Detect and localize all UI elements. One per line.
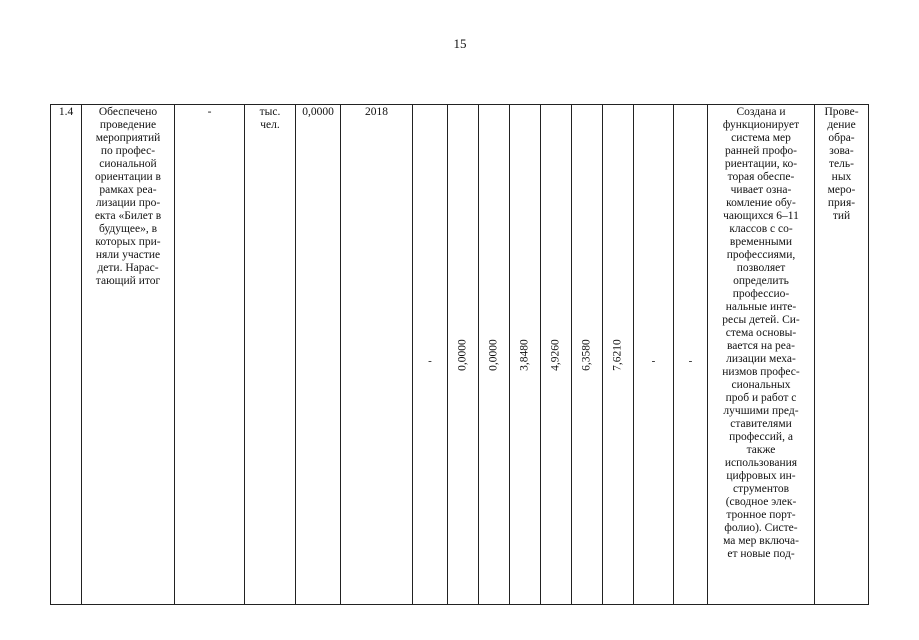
type-text xyxy=(815,105,868,224)
description-line: Создана и xyxy=(736,106,786,118)
year-value-2: 0,0000 xyxy=(456,338,469,371)
indicator-line: мероприятий xyxy=(95,132,161,144)
year-value-8: - xyxy=(651,355,656,367)
year-value-4: 3,8480 xyxy=(518,338,531,371)
description-line: фолио). Систе- xyxy=(724,522,798,534)
description-line: функционирует xyxy=(722,119,800,131)
cell-description xyxy=(708,105,815,605)
cell-year-8 xyxy=(634,105,674,605)
description-line: сиональных xyxy=(731,379,791,391)
description-line: цифровых ин- xyxy=(726,470,796,482)
row-number: 1.4 xyxy=(58,106,74,118)
indicator-text xyxy=(82,105,174,289)
unit-line: чел. xyxy=(260,119,280,131)
description-line: комление обу- xyxy=(726,197,796,209)
description-line: временными xyxy=(729,236,793,248)
indicator-line: будущее», в xyxy=(98,223,158,235)
year-value-3: 0,0000 xyxy=(487,338,500,371)
type-line: прия- xyxy=(827,197,856,209)
description-line: (сводное элек- xyxy=(725,496,797,508)
indicator-table xyxy=(50,104,869,605)
unit-line: тыс. xyxy=(259,106,281,118)
description-line: профессий, а xyxy=(729,431,793,443)
description-line: струментов xyxy=(732,483,790,495)
cell-type xyxy=(815,105,869,605)
description-line: профессио- xyxy=(732,288,790,300)
indicator-line: дети. Нарас- xyxy=(97,262,159,274)
indicator-line: няли участие xyxy=(95,249,161,261)
cell-year-6 xyxy=(572,105,603,605)
indicator-line: проведение xyxy=(99,119,157,131)
indicator-line: ориентации в xyxy=(95,171,161,183)
description-line: торая обеспе- xyxy=(727,171,795,183)
year-value-6: 6,3580 xyxy=(580,338,593,371)
description-line: лучшими пред- xyxy=(723,405,799,417)
cell-level xyxy=(175,105,245,605)
unit-text xyxy=(245,105,295,133)
cell-year-9 xyxy=(674,105,708,605)
type-line: тель- xyxy=(829,158,854,170)
description-line: стема основы- xyxy=(725,327,797,339)
description-line: ранней профо- xyxy=(725,145,797,157)
description-line: ма мер включа- xyxy=(723,535,799,547)
description-line: риентации, ко- xyxy=(724,158,798,170)
type-line: Прове- xyxy=(824,106,859,118)
description-line: проб и работ с xyxy=(725,392,797,404)
description-line: определить xyxy=(733,275,789,287)
year-value-7: 7,6210 xyxy=(611,338,624,371)
type-line: обра- xyxy=(828,132,855,144)
year-value-1: - xyxy=(428,355,432,367)
base-value: 0,0000 xyxy=(302,106,334,118)
cell-year-4 xyxy=(510,105,541,605)
indicator-line: рамках реа- xyxy=(99,184,157,196)
description-line: тронное порт- xyxy=(726,509,796,521)
description-line: ставителями xyxy=(730,418,792,430)
cell-indicator xyxy=(82,105,175,605)
indicator-line: екта «Билет в xyxy=(94,210,162,222)
description-line: вается на реа- xyxy=(727,340,795,352)
cell-row-number xyxy=(51,105,82,605)
description-line: также xyxy=(746,444,776,456)
description-line: система мер xyxy=(731,132,791,144)
type-line: дение xyxy=(827,119,856,131)
indicator-line: тающий итог xyxy=(95,275,161,287)
cell-base-year xyxy=(341,105,413,605)
cell-base-value xyxy=(296,105,341,605)
base-year: 2018 xyxy=(365,106,388,118)
cell-year-1 xyxy=(413,105,448,605)
type-line: зова- xyxy=(829,145,854,157)
cell-year-3 xyxy=(479,105,510,605)
description-line: лизации меха- xyxy=(726,353,796,365)
page-number: 15 xyxy=(453,36,467,51)
description-line: чающихся 6–11 xyxy=(723,210,799,222)
description-text xyxy=(708,105,814,562)
description-line: низмов профес- xyxy=(722,366,800,378)
year-value-9: - xyxy=(688,355,693,367)
indicator-line: которых при- xyxy=(95,236,161,248)
cell-year-2 xyxy=(448,105,479,605)
cell-year-5 xyxy=(541,105,572,605)
description-line: ет новые под- xyxy=(727,548,795,560)
indicator-line: по профес- xyxy=(100,145,156,157)
indicator-line: Обеспечено xyxy=(98,106,158,118)
description-line: чивает озна- xyxy=(730,184,792,196)
year-value-5: 4,9260 xyxy=(549,338,562,371)
type-line: меро- xyxy=(827,184,856,196)
description-line: ресы детей. Си- xyxy=(722,314,800,326)
description-line: позволяет xyxy=(736,262,786,274)
description-line: классов с со- xyxy=(729,223,793,235)
level-value: - xyxy=(207,106,212,118)
cell-year-7 xyxy=(603,105,634,605)
description-line: профессиями, xyxy=(726,249,796,261)
description-line: использования xyxy=(724,457,798,469)
indicator-line: лизации про- xyxy=(95,197,161,209)
type-line: ных xyxy=(831,171,852,183)
indicator-line: сиональной xyxy=(99,158,157,170)
description-line: нальные инте- xyxy=(725,301,797,313)
type-line: тий xyxy=(832,210,851,222)
cell-unit xyxy=(245,105,296,605)
